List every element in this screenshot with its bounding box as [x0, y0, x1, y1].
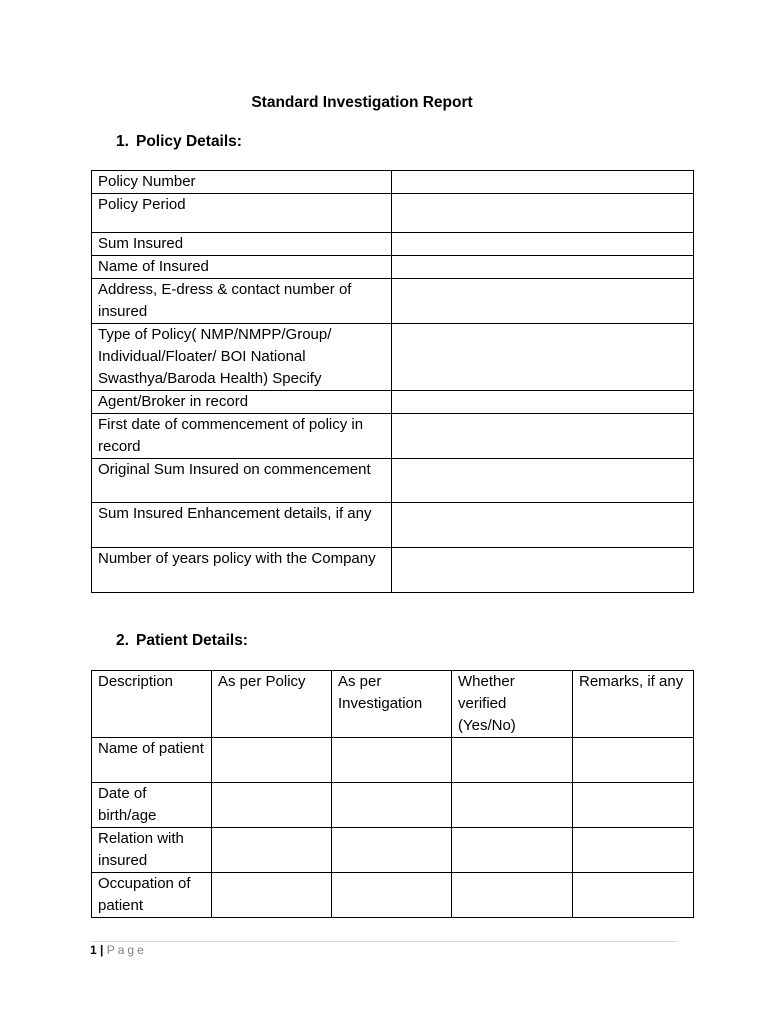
policy-value-cell[interactable] [392, 279, 694, 324]
policy-label-cell: First date of commencement of policy in record [92, 414, 392, 459]
column-header: Remarks, if any [573, 671, 694, 738]
column-header: Description [92, 671, 212, 738]
section-number: 2. [116, 632, 129, 649]
as-per-investigation-cell[interactable] [332, 828, 452, 873]
column-header: As per Policy [212, 671, 332, 738]
policy-label-cell: Original Sum Insured on commencement [92, 459, 392, 503]
policy-value-cell[interactable] [392, 233, 694, 256]
section-title: Policy Details: [136, 133, 242, 150]
description-cell: Occupation of patient [92, 873, 212, 918]
remarks-cell[interactable] [573, 873, 694, 918]
footer-separator: | [100, 943, 104, 957]
column-header: As per Investigation [332, 671, 452, 738]
section-heading-policy [116, 133, 242, 151]
table-row [92, 828, 694, 873]
table-row [92, 256, 694, 279]
verified-cell[interactable] [452, 783, 573, 828]
policy-value-cell[interactable] [392, 391, 694, 414]
policy-value-cell[interactable] [392, 414, 694, 459]
policy-value-cell[interactable] [392, 324, 694, 391]
policy-value-cell[interactable] [392, 171, 694, 194]
policy-details-table [91, 170, 694, 593]
policy-label-cell: Agent/Broker in record [92, 391, 392, 414]
policy-label-cell: Number of years policy with the Company [92, 548, 392, 593]
verified-cell[interactable] [452, 828, 573, 873]
table-row [92, 279, 694, 324]
policy-label-cell: Address, E-dress & contact number of insured [92, 279, 392, 324]
page-label: Page [106, 943, 147, 957]
verified-cell[interactable] [452, 873, 573, 918]
policy-label-cell: Type of Policy( NMP/NMPP/Group/ Individual/Floater/ BOI National Swasthya/Baroda Health) Specify [92, 324, 392, 391]
table-row [92, 194, 694, 233]
as-per-investigation-cell[interactable] [332, 738, 452, 783]
table-row [92, 738, 694, 783]
table-row [92, 391, 694, 414]
page-number: 1 [90, 943, 97, 957]
description-cell: Name of patient [92, 738, 212, 783]
column-header: Whether verified (Yes/No) [452, 671, 573, 738]
policy-label-cell: Policy Number [92, 171, 392, 194]
table-header-row [92, 671, 694, 738]
policy-value-cell[interactable] [392, 194, 694, 233]
table-row [92, 548, 694, 593]
page-title: Standard Investigation Report [251, 94, 473, 111]
policy-value-cell[interactable] [392, 503, 694, 548]
policy-label-cell: Name of Insured [92, 256, 392, 279]
table-row [92, 873, 694, 918]
as-per-policy-cell[interactable] [212, 783, 332, 828]
policy-label-cell: Sum Insured [92, 233, 392, 256]
as-per-policy-cell[interactable] [212, 828, 332, 873]
remarks-cell[interactable] [573, 738, 694, 783]
policy-value-cell[interactable] [392, 256, 694, 279]
remarks-cell[interactable] [573, 828, 694, 873]
policy-value-cell[interactable] [392, 459, 694, 503]
policy-value-cell[interactable] [392, 548, 694, 593]
as-per-investigation-cell[interactable] [332, 783, 452, 828]
table-row [92, 324, 694, 391]
table-row [92, 503, 694, 548]
description-cell: Relation with insured [92, 828, 212, 873]
as-per-investigation-cell[interactable] [332, 873, 452, 918]
verified-cell[interactable] [452, 738, 573, 783]
table-row [92, 233, 694, 256]
section-heading-patient [116, 632, 248, 650]
table-row [92, 459, 694, 503]
remarks-cell[interactable] [573, 783, 694, 828]
page-footer [90, 943, 147, 957]
policy-label-cell: Sum Insured Enhancement details, if any [92, 503, 392, 548]
policy-label-cell: Policy Period [92, 194, 392, 233]
section-number: 1. [116, 133, 129, 150]
description-cell: Date of birth/age [92, 783, 212, 828]
patient-details-table [91, 670, 694, 918]
section-title: Patient Details: [136, 632, 248, 649]
table-row [92, 783, 694, 828]
table-row [92, 171, 694, 194]
table-row [92, 414, 694, 459]
as-per-policy-cell[interactable] [212, 738, 332, 783]
footer-divider [90, 941, 678, 942]
as-per-policy-cell[interactable] [212, 873, 332, 918]
